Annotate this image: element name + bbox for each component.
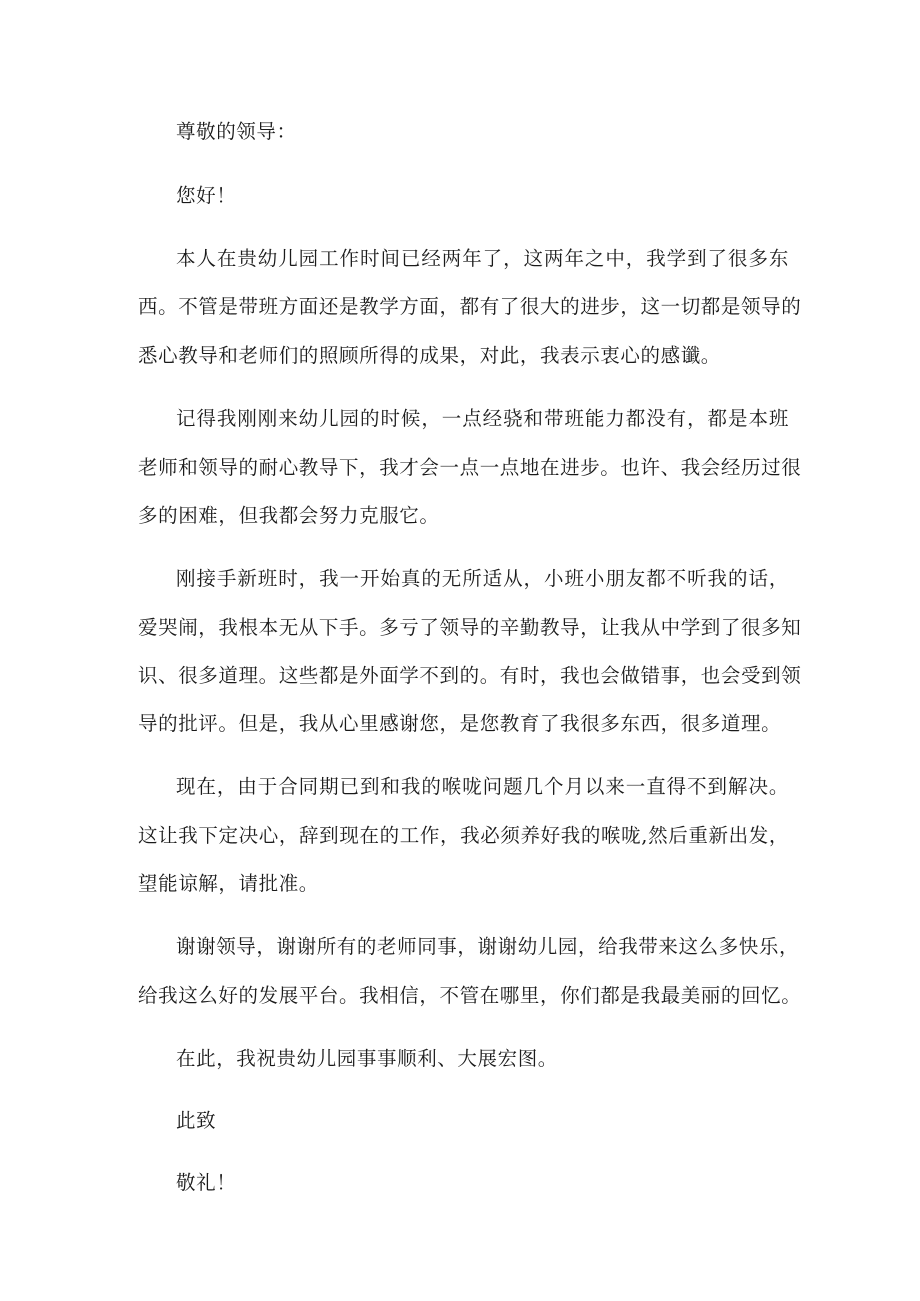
paragraph-6-line-1: 在此，我祝贵幼儿园事事顺利、大展宏图。: [176, 1047, 558, 1070]
paragraph-2-line-1: 记得我刚刚来幼儿园的时候，一点经骁和带班能力都没有，都是本班: [176, 407, 789, 430]
closing-ci-zhi: 此致: [176, 1109, 217, 1132]
paragraph-5-line-2: 给我这么好的发展平台。我相信，不管在哪里，你们都是我最美丽的回忆。: [138, 984, 802, 1007]
paragraph-5-line-1: 谢谢领导，谢谢所有的老师同事，谢谢幼儿园，给我带来这么多快乐，: [176, 935, 800, 958]
paragraph-4-line-1: 现在，由于合同期已到和我的喉咙问题几个月以来一直得不到解决。: [176, 775, 789, 798]
paragraph-1-line-3: 悉心教导和老师们的照顾所得的成果，对此，我表示衷心的感谶。: [138, 344, 721, 367]
closing-jing-li: 敬礼！: [176, 1171, 237, 1194]
paragraph-3-line-4: 导的批评。但是，我从心里感谢您，是您教育了我很多东西，很多道理。: [138, 712, 782, 735]
salutation: 尊敬的领导：: [176, 120, 297, 143]
paragraph-1-line-1: 本人在贵幼儿园工作时间已经两年了，这两年之中，我学到了很多东: [176, 247, 789, 270]
paragraph-4-line-2: 这让我下定决心，辞到现在的工作，我必须养好我的喉咙,然后重新出发，: [138, 824, 789, 847]
paragraph-3-line-1: 刚接手新班时，我一开始真的无所适从，小班小朋友都不听我的话，: [176, 567, 789, 590]
paragraph-1-line-2: 西。不管是带班方面还是教学方面，都有了很大的进步，这一切都是领导的: [138, 295, 802, 318]
paragraph-3-line-3: 识、很多道理。这些都是外面学不到的。有时，我也会做错事，也会受到领: [138, 664, 802, 687]
paragraph-3-line-2: 爱哭闹，我根本无从下手。多亏了领导的辛勤教导，让我从中学到了很多知: [138, 616, 802, 639]
paragraph-2-line-3: 多的困难，但我都会努力克服它。: [138, 504, 440, 527]
greeting: 您好！: [176, 184, 237, 207]
paragraph-4-line-3: 望能谅解，请批准。: [138, 872, 319, 895]
paragraph-2-line-2: 老师和领导的耐心教导下，我才会一点一点地在进步。也许、我会经历过很: [138, 456, 802, 479]
